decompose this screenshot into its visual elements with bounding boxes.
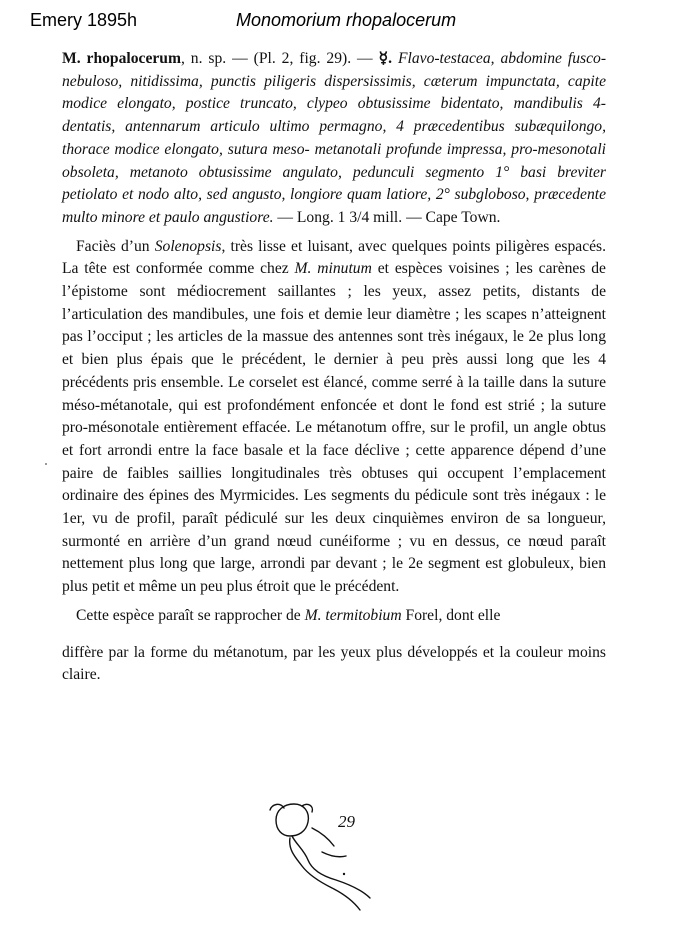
scan-speck <box>45 463 47 465</box>
genus-name: Solenopsis <box>154 237 222 255</box>
species-description <box>62 48 606 230</box>
figure-number: 29 <box>338 812 355 831</box>
paragraph-morphology <box>62 236 606 599</box>
ant-petiole-outline-figure-icon <box>262 798 392 918</box>
sex-symbol: ☿. <box>378 50 393 67</box>
species-ref: M. minutum <box>294 260 372 278</box>
text-run: Faciès d’un <box>76 237 155 255</box>
reference-label: Emery 1895h <box>30 10 138 30</box>
paragraph-differences: diffère par la forme du métanotum, par les yeux plus développés et la couleur moins claire. <box>62 643 606 684</box>
page-header <box>0 10 684 36</box>
text-run: Cette espèce paraît se rapprocher de <box>76 606 305 624</box>
text-run: , très lisse et luisant, avec quelques points piligères espacés. La tête est conformée comme chez <box>62 237 606 278</box>
text-run: Forel, dont elle <box>401 606 501 624</box>
paragraph-affinity <box>62 605 606 628</box>
text-run: et espèces voisines ; les carènes de l’épistome sont médiocrement saillantes ; les yeux, assez petits, distants de l’articulation des mandibules, une fois et demie leur diamètre ; les scapes n’atteignent pas l’occiput ; les articles de la massue des antennes sont très inégaux, le 2e plus long et bien plus épais que le précédent, le dernier à peu près aussi long que les 4 précédents pris ensemble. Le corselet est élancé, comme serré à la taille dans la suture méso-métanotale, qui est profondément enfoncée et dont le fond est strié ; la suture pro-mésonotale entièrement effacée. Le métanotum offre, sur le profil, un angle obtus et fort arrondi entre la face basale et la face déclive ; cette apparence dépend d’une paire de faibles saillies longitudinales très obtuses qui occupent l’emplacement ordinaire des épines des Myrmicides. Les segments du pédicule sont très inégaux : le 1er, vu de profil, paraît pédiculé sur les deux cinquièmes environ de sa longueur, surmonté en arrière d’un grand nœud cunéiforme ; vu en dessus, ce nœud paraît nettement plus long que large, arrondi par devant ; le 2e segment est globuleux, bien plus petit et même un peu plus étroit que le précédent. <box>62 260 606 596</box>
document-body <box>62 48 606 687</box>
measure-text: — Long. 1 3/4 mill. — Cape Town. <box>273 208 501 226</box>
species-ref: M. termitobium <box>304 606 402 624</box>
species-name: M. rhopalocerum <box>62 50 181 67</box>
latin-diagnosis: Flavo-testacea, abdomine fusco-nebuloso, nitidissima, punctis piligeris dispersissimis, cæterum impunctata, capite modice elongato, postice truncato, clypeo obtusissime bidentato, mandibulis 4-dentatis, antennarum articulo ultimo permagno, 4 præcedentibus subæquilongo, thorace modice elongato, sutura meso- metanotali profunde impressa, pro-mesonotali obsoleta, metanoto obtusissime angulato, pedunculi segmento 1° basi breviter petiolato et nodo alto, sed angusto, longiore quam latiore, 2° subgloboso, præcedente multo minore et paulo angustiore. <box>62 50 607 226</box>
nsp-text: , n. sp. — (Pl. 2, fig. 29). — <box>180 50 379 67</box>
species-title: Monomorium rhopalocerum <box>236 10 457 30</box>
